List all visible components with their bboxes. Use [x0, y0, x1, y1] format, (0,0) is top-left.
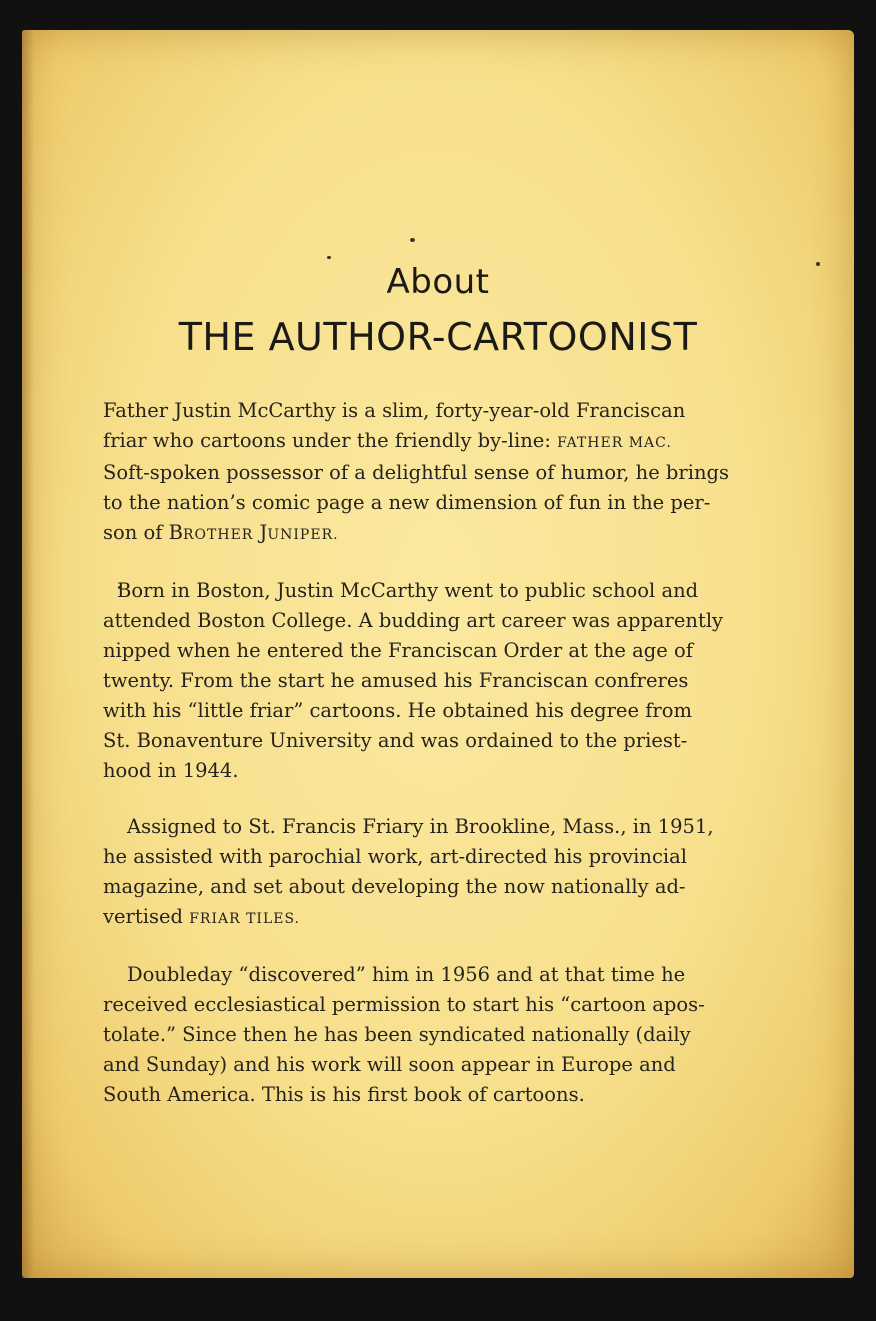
- heading-title: THE AUTHOR-CARTOONIST: [178, 315, 698, 359]
- text-line: nipped when he entered the Franciscan Order at the age of: [103, 639, 693, 662]
- paragraph-doubleday: [103, 960, 705, 1110]
- text-segment-smallcaps: UNIPER.: [267, 527, 339, 543]
- text-line: [103, 426, 729, 458]
- heading-about: About: [386, 262, 490, 302]
- text-line: magazine, and set about developing the now nationally ad-: [103, 875, 686, 898]
- paragraph-intro: [103, 396, 729, 550]
- text-line: twenty. From the start he amused his Franciscan confreres: [103, 669, 689, 692]
- text-line: Father Justin McCarthy is a slim, forty-year-old Franciscan: [103, 399, 686, 422]
- text-line: St. Bonaventure University and was ordained to the priest-: [103, 729, 688, 752]
- text-line: tolate.” Since then he has been syndicated nationally (daily: [103, 1023, 691, 1046]
- text-line: with his “little friar” cartoons. He obtained his degree from: [103, 699, 692, 722]
- byline-father-mac: FATHER MAC.: [557, 435, 672, 451]
- text-line: hood in 1944.: [103, 759, 239, 782]
- text-line: and Sunday) and his work will soon appear in Europe and: [103, 1053, 676, 1076]
- text-line: Born in Boston, Justin McCarthy went to public school and: [117, 579, 699, 602]
- text-line: [103, 902, 714, 934]
- text-line: Doubleday “discovered” him in 1956 and at that time he: [127, 963, 686, 986]
- text-line: Soft-spoken possessor of a delightful sense of humor, he brings: [103, 461, 730, 484]
- text-segment: friar who cartoons under the friendly by-line:: [103, 429, 558, 452]
- text-segment: vertised: [103, 905, 190, 928]
- text-line: attended Boston College. A budding art career was apparently: [103, 609, 724, 632]
- cover-spine-shadow: [22, 30, 34, 1278]
- text-line: he assisted with parochial work, art-directed his provincial: [103, 845, 687, 868]
- text-segment: son of B: [103, 521, 183, 544]
- text-line: Assigned to St. Francis Friary in Brookline, Mass., in 1951,: [127, 815, 714, 838]
- print-speck: [410, 238, 415, 242]
- text-line: [103, 518, 729, 550]
- text-line: to the nation’s comic page a new dimension of fun in the per-: [103, 491, 711, 514]
- text-line: received ecclesiastical permission to start his “cartoon apos-: [103, 993, 705, 1016]
- text-segment-smallcaps: ROTHER: [183, 527, 254, 543]
- text-line: South America. This is his first book of cartoons.: [103, 1083, 585, 1106]
- paragraph-early-life: [103, 576, 723, 786]
- paragraph-friary: [103, 812, 714, 934]
- print-speck: [327, 256, 331, 259]
- friar-tiles-label: FRIAR TILES.: [189, 911, 301, 927]
- text-segment: J: [253, 521, 268, 544]
